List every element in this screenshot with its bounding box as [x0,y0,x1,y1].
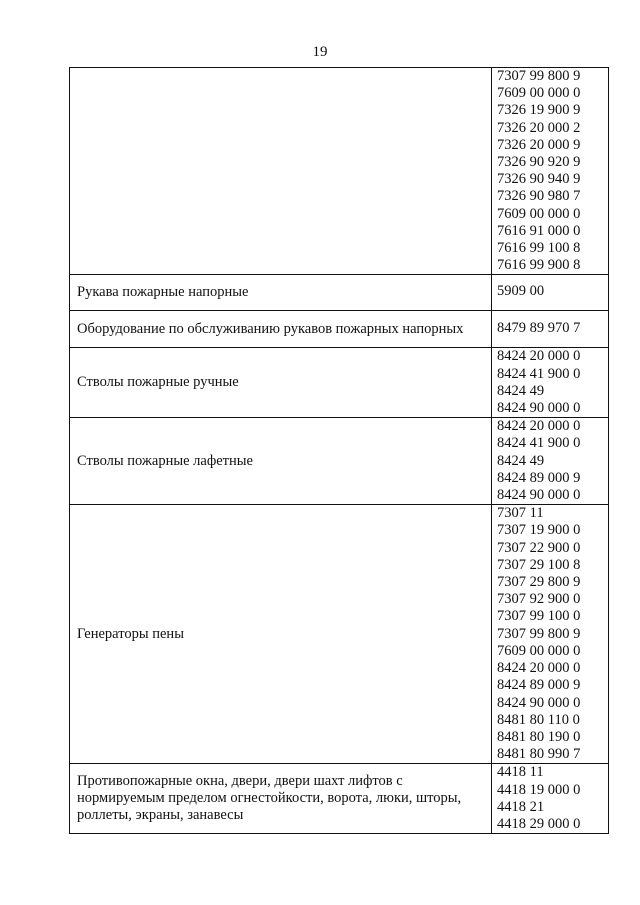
tnved-code: 8424 41 900 0 [497,365,581,382]
tnved-codes-cell [492,505,609,764]
tnved-code: 7326 90 940 9 [497,171,581,188]
tnved-code: 8424 89 000 9 [497,677,581,694]
table-row [70,348,609,418]
tnved-code: 8424 90 000 0 [497,694,581,711]
tnved-code: 8424 20 000 0 [497,348,581,365]
tnved-code: 7307 29 100 8 [497,556,581,573]
tnved-code: 8481 80 990 7 [497,746,581,763]
tnved-codes-cell [492,311,609,348]
tnved-code: 8424 20 000 0 [497,418,581,435]
tnved-code: 7307 29 800 9 [497,574,581,591]
product-name-cell [70,418,492,505]
table-row [70,764,609,834]
tnved-code: 8424 20 000 0 [497,660,581,677]
table-row [70,68,609,275]
table-row [70,311,609,348]
tnved-code: 8481 80 190 0 [497,728,581,745]
tnved-code: 7326 20 000 2 [497,119,581,136]
tnved-code: 8424 49 [497,382,545,399]
tnved-code: 7307 22 900 0 [497,539,581,556]
tnved-code: 8481 80 110 0 [497,711,580,728]
tnved-code: 8424 49 [497,452,545,469]
tnved-code: 7307 11 [497,505,544,522]
tnved-code: 8424 90 000 0 [497,487,581,504]
tnved-codes-cell [492,68,609,275]
table-body [70,68,609,834]
product-name: Стволы пожарные лафетные [77,452,253,469]
table-row [70,418,609,505]
page-number: 19 [312,44,328,60]
product-name-cell [70,505,492,764]
tnved-code: 7616 99 900 8 [497,257,581,274]
tnved-code: 7307 99 800 9 [497,625,581,642]
tnved-codes-cell [492,348,609,418]
tnved-code: 7616 99 100 8 [497,240,581,257]
product-name: Стволы пожарные ручные [77,374,239,391]
tnved-code: 4418 21 [497,798,545,815]
product-codes-table [69,67,609,834]
tnved-code: 7326 90 980 7 [497,188,581,205]
product-name: Рукава пожарные напорные [77,284,249,301]
tnved-code: 8479 89 970 7 [497,319,581,336]
product-name: Генераторы пены [77,625,184,642]
tnved-code: 7616 91 000 0 [497,222,581,239]
tnved-code: 7326 20 000 9 [497,136,581,153]
tnved-code: 7326 90 920 9 [497,154,581,171]
tnved-codes-cell [492,764,609,834]
product-name: Оборудование по обслуживанию рукавов пожарных напорных [77,320,464,337]
tnved-code: 8424 90 000 0 [497,400,581,417]
product-name-cell [70,68,492,275]
product-name-cell [70,764,492,834]
table-row [70,505,609,764]
tnved-code: 7307 92 900 0 [497,591,581,608]
tnved-code: 7307 99 800 9 [497,68,581,84]
tnved-code: 7609 00 000 0 [497,85,581,102]
tnved-code: 7609 00 000 0 [497,642,581,659]
product-name-cell [70,275,492,311]
tnved-code: 5909 00 [497,283,545,300]
product-name: Противопожарные окна, двери, двери шахт лифтов с нормируемым пределом огнестойкости, ворота, люки, шторы, роллеты, экраны, занавесы [77,772,462,824]
tnved-codes-cell [492,275,609,311]
product-name-cell [70,348,492,418]
tnved-code: 7326 19 900 9 [497,102,581,119]
tnved-codes-cell [492,418,609,505]
table-row [70,275,609,311]
tnved-code: 7609 00 000 0 [497,205,581,222]
tnved-code: 7307 99 100 0 [497,608,581,625]
product-name-cell [70,311,492,348]
tnved-code: 4418 29 000 0 [497,815,581,832]
tnved-code: 8424 41 900 0 [497,435,581,452]
tnved-code: 8424 89 000 9 [497,469,581,486]
tnved-code: 4418 19 000 0 [497,781,581,798]
tnved-code: 7307 19 900 0 [497,522,581,539]
tnved-code: 4418 11 [497,764,544,781]
